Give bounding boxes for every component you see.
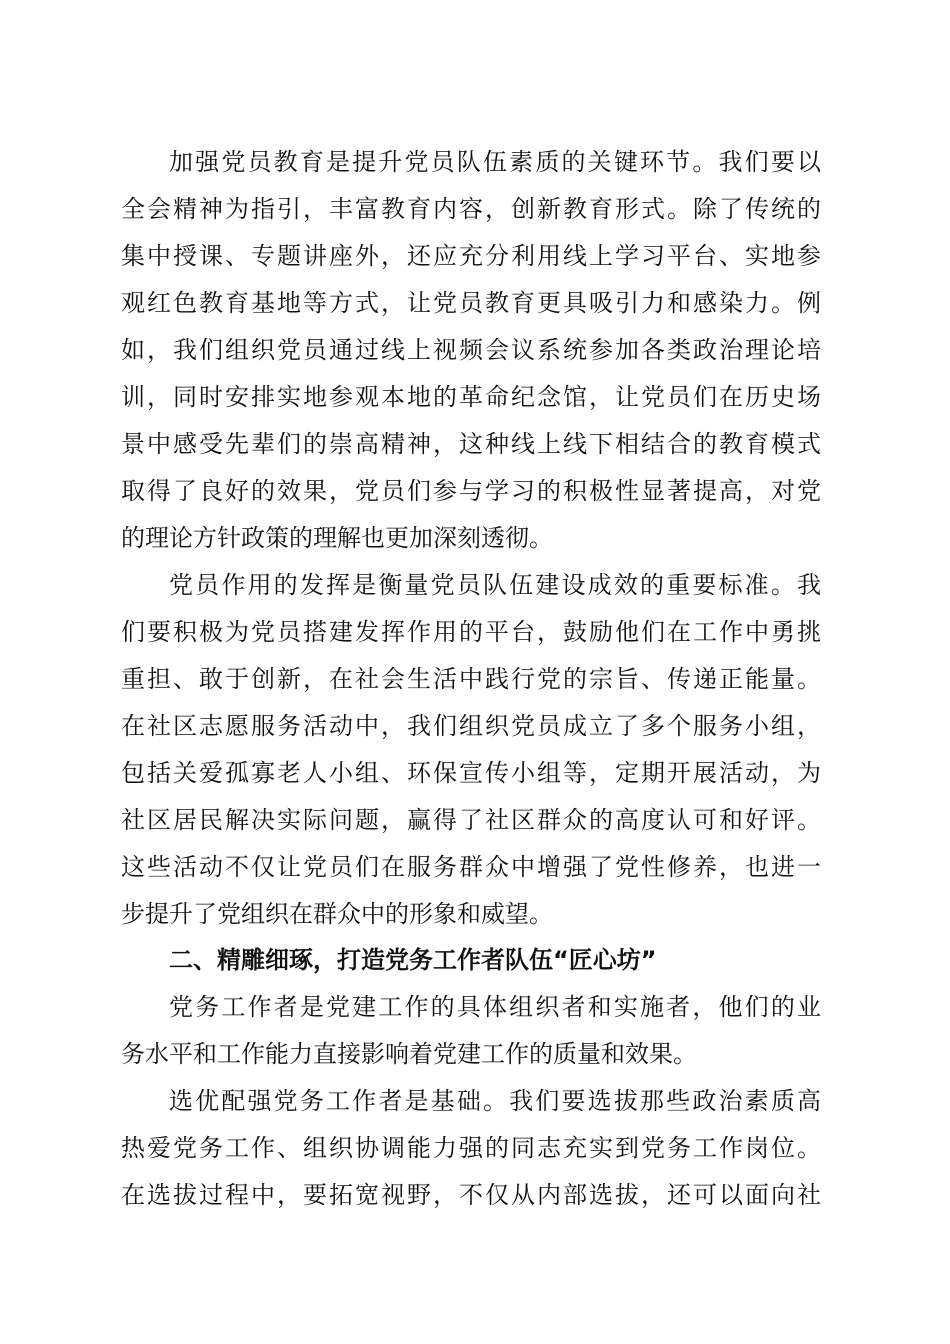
paragraph-2-line-4: 在社区志愿服务活动中，我们组织党员成立了多个服务小组，	[121, 712, 821, 740]
paragraph-1-line-8: 取得了良好的效果，党员们参与学习的积极性显著提高，对党	[121, 477, 821, 505]
paragraph-4-line-1: 选优配强党务工作者是基础。我们要选拔那些政治素质高	[169, 1087, 821, 1115]
paragraph-2-line-7: 这些活动不仅让党员们在服务群众中增强了党性修养，也进一	[121, 853, 821, 881]
paragraph-2-line-3: 重担、敢于创新，在社会生活中践行党的宗旨、传递正能量。	[121, 665, 821, 693]
section-heading: 二、精雕细琢，打造党务工作者队伍“匠心坊”	[169, 946, 657, 974]
paragraph-1-line-5: 如，我们组织党员通过线上视频会议系统参加各类政治理论培	[121, 336, 821, 364]
paragraph-1-line-6: 训，同时安排实地参观本地的革命纪念馆，让党员们在历史场	[121, 383, 821, 411]
paragraph-1-line-7: 景中感受先辈们的崇高精神，这种线上线下相结合的教育模式	[121, 430, 821, 458]
paragraph-2-line-8: 步提升了党组织在群众中的形象和威望。	[121, 900, 553, 928]
paragraph-2-line-6: 社区居民解决实际问题，赢得了社区群众的高度认可和好评。	[121, 806, 821, 834]
paragraph-1-line-2: 全会精神为指引，丰富教育内容，创新教育形式。除了传统的	[121, 195, 821, 223]
paragraph-1-line-9: 的理论方针政策的理解也更加深刻透彻。	[121, 524, 553, 552]
paragraph-1-line-1: 加强党员教育是提升党员队伍素质的关键环节。我们要以	[169, 148, 821, 176]
paragraph-4-line-3: 在选拔过程中，要拓宽视野，不仅从内部选拔，还可以面向社	[121, 1181, 821, 1209]
paragraph-2-line-1: 党员作用的发挥是衡量党员队伍建设成效的重要标准。我	[169, 571, 821, 599]
paragraph-1-line-4: 观红色教育基地等方式，让党员教育更具吸引力和感染力。例	[121, 289, 821, 317]
paragraph-4-line-2: 热爱党务工作、组织协调能力强的同志充实到党务工作岗位。	[121, 1134, 821, 1162]
paragraph-2-line-5: 包括关爱孤寡老人小组、环保宣传小组等，定期开展活动，为	[121, 759, 821, 787]
paragraph-1-line-3: 集中授课、专题讲座外，还应充分利用线上学习平台、实地参	[121, 242, 821, 270]
paragraph-3-line-2: 务水平和工作能力直接影响着党建工作的质量和效果。	[121, 1040, 697, 1068]
paragraph-3-line-1: 党务工作者是党建工作的具体组织者和实施者，他们的业	[169, 993, 821, 1021]
paragraph-2-line-2: 们要积极为党员搭建发挥作用的平台，鼓励他们在工作中勇挑	[121, 618, 821, 646]
